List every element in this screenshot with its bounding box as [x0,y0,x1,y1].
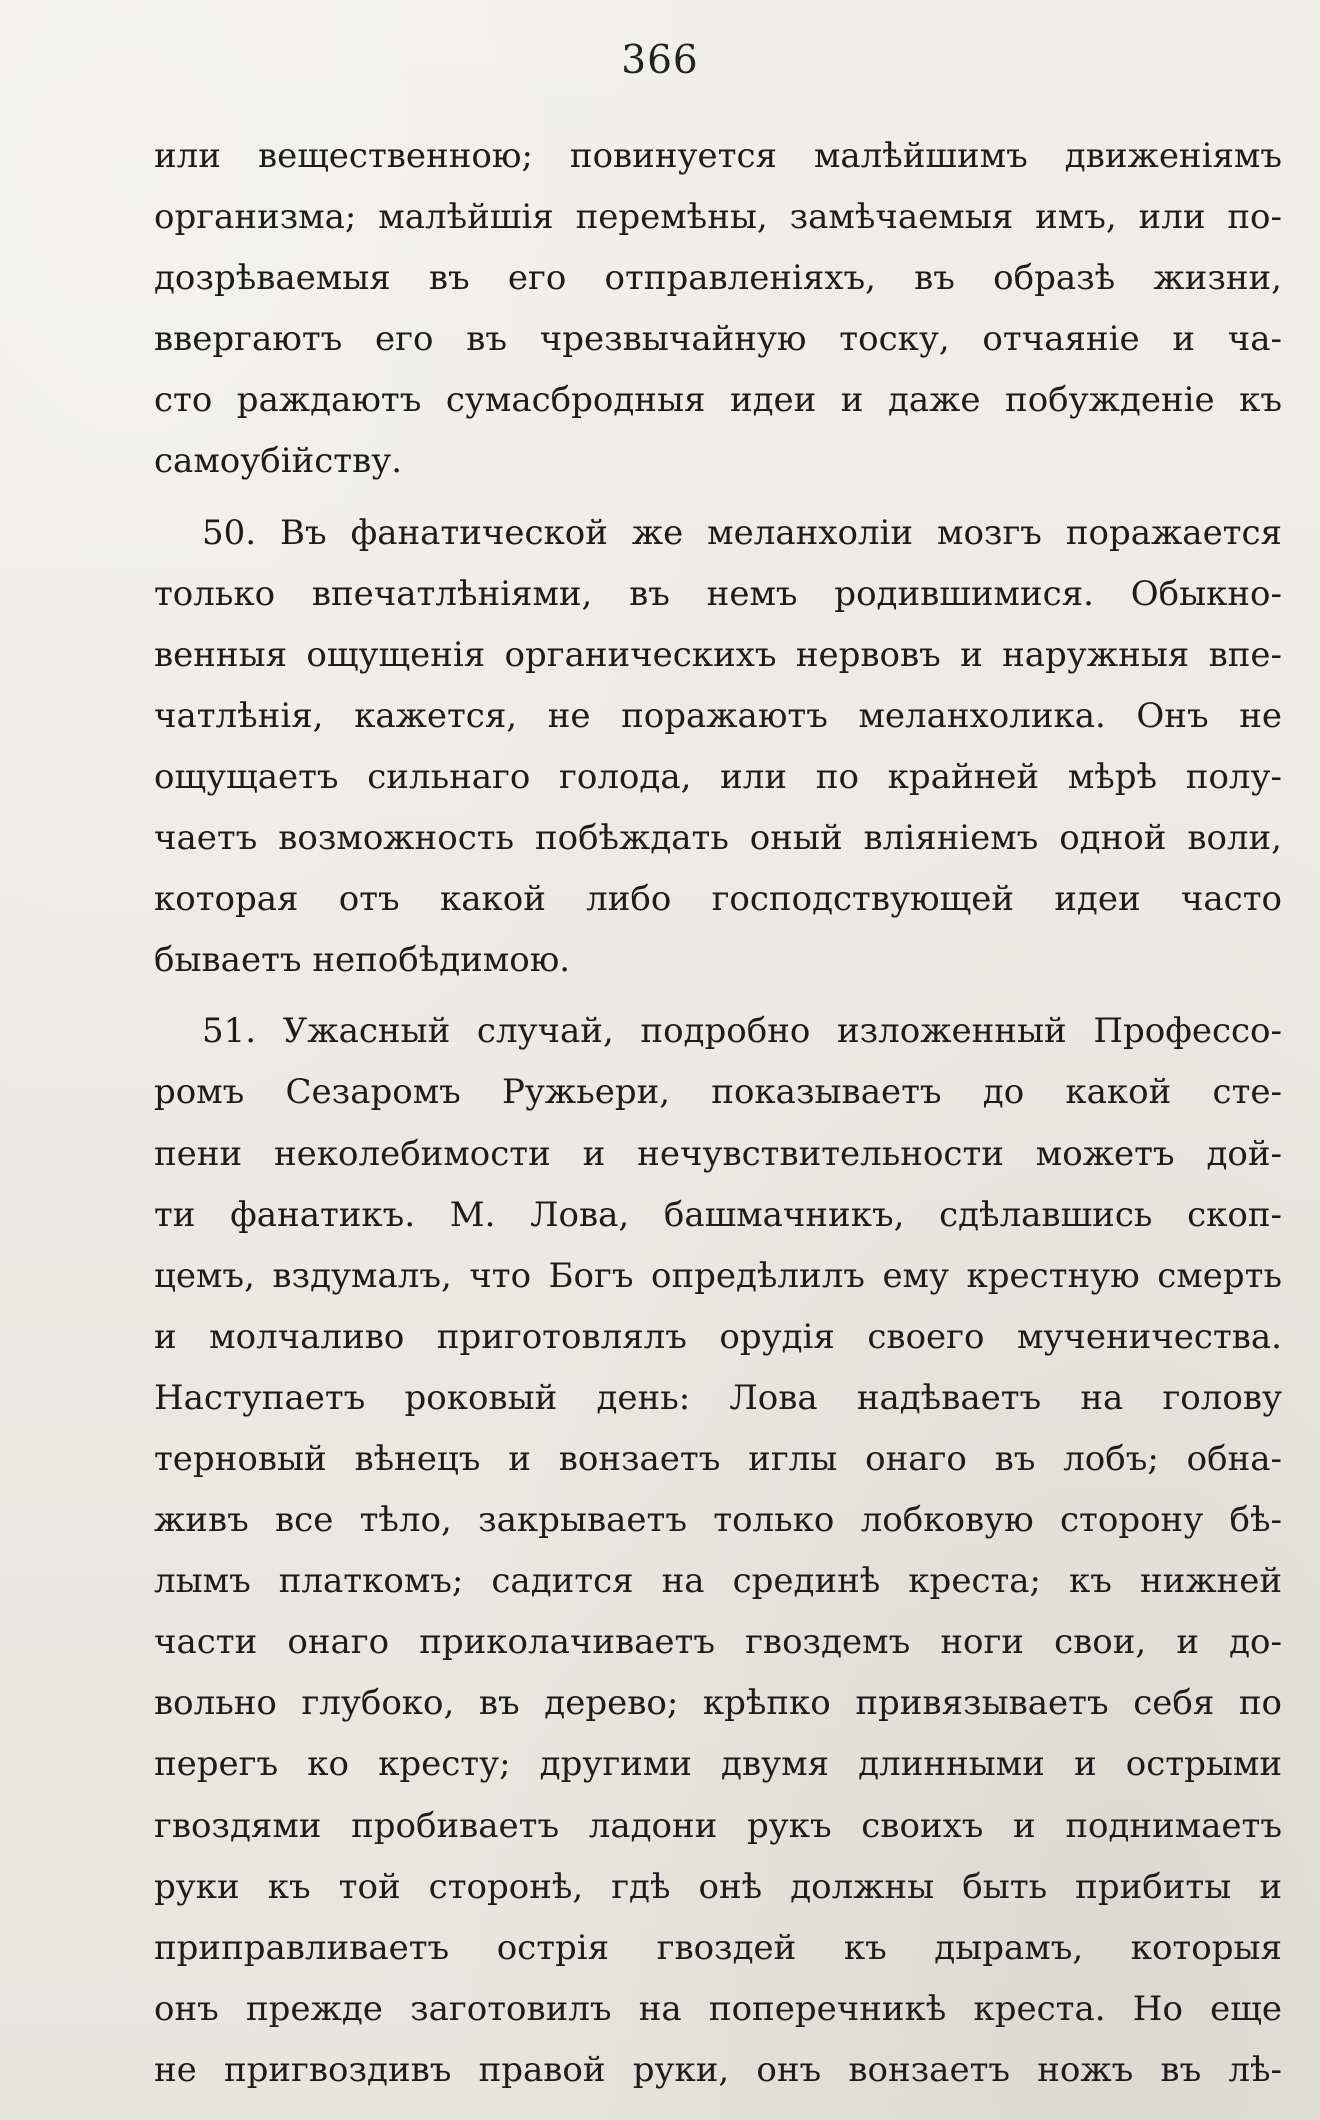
text-line: цемъ, вздумалъ, что Богъ опредѣлилъ ему крестную смерть [154,1255,1282,1296]
page-text [154,126,1282,2101]
text-line: сто раждаютъ сумасбродныя идеи и даже побужденіе къ [154,380,1282,421]
text-line: пени неколебимости и нечувствительности можетъ дой- [154,1133,1282,1174]
text-line: 50. Въ фанатической же меланхоліи мозгъ поражается [202,512,1282,553]
text-line: лымъ платкомъ; садится на срединѣ креста; къ нижней [154,1561,1282,1602]
text-line: онъ прежде заготовилъ на поперечникѣ креста. Но еще [154,1988,1282,2029]
text-line: ти фанатикъ. М. Лова, башмачникъ, сдѣлавшись скоп- [154,1194,1282,1235]
page-number: 366 [621,38,699,83]
text-line: только впечатлѣніями, въ немъ родившимися. Обыкно- [154,573,1282,614]
paragraph-gap [154,991,1282,1001]
text-line: самоубійству. [154,441,403,482]
text-line: гвоздями пробиваетъ ладони рукъ своихъ и поднимаетъ [154,1805,1282,1846]
text-line: которая отъ какой либо господствующей идеи часто [154,879,1282,920]
text-line: чатлѣнія, кажется, не поражаютъ меланхолика. Онъ не [154,695,1282,736]
text-line: вольно глубоко, въ дерево; крѣпко привязываетъ себя по [154,1683,1282,1724]
text-line: ввергаютъ его въ чрезвычайную тоску, отчаяніе и ча- [154,319,1282,360]
text-line: перегъ ко кресту; другими двумя длинными и острыми [154,1744,1282,1785]
text-line: Наступаетъ роковый день: Лова надѣваетъ на голову [154,1377,1282,1418]
text-line: ромъ Сезаромъ Ружьери, показываетъ до какой сте- [154,1072,1282,1113]
text-line: венныя ощущенія органическихъ нервовъ и наружныя впе- [154,634,1282,675]
text-line: живъ все тѣло, закрываетъ только лобковую сторону бѣ- [154,1500,1282,1541]
paragraph-50 [154,503,1282,992]
text-line: организма; малѣйшія перемѣны, замѣчаемыя имъ, или по- [154,197,1282,238]
text-line: или вещественною; повинуется малѣйшимъ движеніямъ [154,136,1282,176]
text-line: ощущаетъ сильнаго голода, или по крайней мѣрѣ полу- [154,756,1282,797]
text-line: 51. Ужасный случай, подробно изложенный Профессо- [202,1011,1282,1052]
text-line: руки къ той сторонѣ, гдѣ онѣ должны быть прибиты и [154,1866,1282,1907]
text-line: чаетъ возможность побѣждать оный вліяніемъ одной воли, [154,818,1282,859]
text-line: дозрѣваемыя въ его отправленіяхъ, въ образѣ жизни, [154,258,1282,299]
text-line: приправливаетъ острія гвоздей къ дырамъ, которыя [154,1927,1282,1968]
text-line: бываетъ непобѣдимою. [154,940,571,981]
text-line: не пригвоздивъ правой руки, онъ вонзаетъ ножъ въ лѣ- [154,2049,1282,2090]
text-line: терновый вѣнецъ и вонзаетъ иглы онаго въ лобъ; обна- [154,1438,1282,1479]
paragraph-1 [154,126,1282,493]
paragraph-gap [154,493,1282,503]
text-line: и молчаливо приготовлялъ орудія своего мученичества. [154,1316,1282,1357]
paragraph-51 [154,1001,1282,2101]
text-line: части онаго приколачиваетъ гвоздемъ ноги свои, и до- [154,1622,1282,1663]
